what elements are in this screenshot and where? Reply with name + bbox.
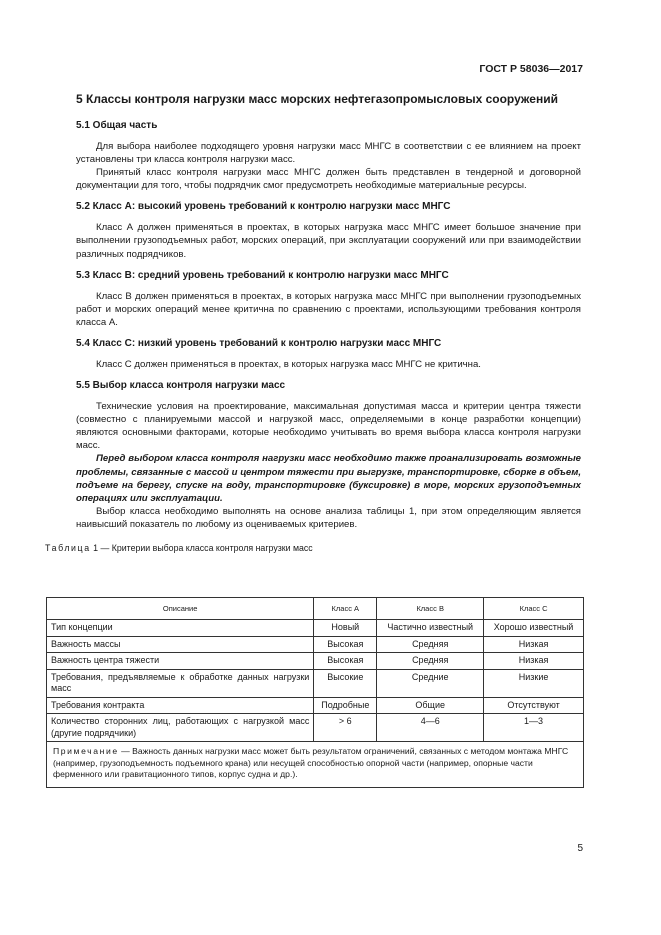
document-header: ГОСТ Р 58036—2017 xyxy=(479,63,583,75)
table-cell: Средняя xyxy=(377,636,484,653)
table-cell: Требования контракта xyxy=(47,697,314,714)
subsection-title-5-3: 5.3 Класс В: средний уровень требований к контролю нагрузки масс МНГС xyxy=(76,269,449,281)
table-row xyxy=(47,697,584,714)
table-header-row xyxy=(47,598,584,620)
paragraph: Принятый класс контроля нагрузки масс МНГС должен быть представлен в тендерной и договорной документации для того, чтобы подрядчик смог предусмотреть необходимые материальные ресурсы. xyxy=(76,167,581,192)
table-cell: Высокие xyxy=(314,669,377,697)
page-content xyxy=(45,91,581,563)
paragraph: Класс С должен применяться в проектах, в которых нагрузка масс МНГС не критична. xyxy=(96,358,481,370)
table-cell: Общие xyxy=(377,697,484,714)
table-cell: Количество сторонних лиц, работающих с нагрузкой масс (другие подрядчики) xyxy=(47,714,314,742)
paragraph: Выбор класса необходимо выполнять на основе анализа таблицы 1, при этом определяющим является наивысший показатель по любому из оцениваемых критериев. xyxy=(76,505,581,530)
criteria-table xyxy=(46,597,584,788)
subsection-title-5-5: 5.5 Выбор класса контроля нагрузки масс xyxy=(76,380,286,392)
paragraph: Класс А должен применяться в проектах, в которых нагрузка масс МНГС имеет большое значение при выполнении грузоподъемных работ, морских операций, при эксплуатации сооружений или при взаимодействии различных подрядчиков. xyxy=(76,222,581,260)
table-caption-text: 1 — Критерии выбора класса контроля нагрузки масс xyxy=(90,542,313,553)
table-header-cell: Класс А xyxy=(314,598,377,620)
table-cell: Требования, предъявляемые к обработке данных нагрузки масс xyxy=(47,669,314,697)
table-cell: Частично известный xyxy=(377,620,484,637)
subsection-title-5-4: 5.4 Класс С: низкий уровень требований к контролю нагрузки масс МНГС xyxy=(76,337,442,349)
table-cell: Низкие xyxy=(484,669,584,697)
table-cell: Важность массы xyxy=(47,636,314,653)
subsection-title-5-2: 5.2 Класс А: высокий уровень требований к контролю нагрузки масс МНГС xyxy=(76,201,451,213)
table-header-cell: Класс В xyxy=(377,598,484,620)
table-row xyxy=(47,636,584,653)
table-note-prefix: Примечание xyxy=(53,746,119,756)
table-cell: Высокая xyxy=(314,636,377,653)
table-note-row xyxy=(47,742,584,788)
table-header-cell: Описание xyxy=(47,598,314,620)
table-cell: Средняя xyxy=(377,653,484,670)
section-title: 5 Классы контроля нагрузки масс морских нефтегазопромысловых сооружений xyxy=(76,92,558,106)
table-cell: Высокая xyxy=(314,653,377,670)
table-note xyxy=(47,742,584,788)
table-cell: Хорошо известный xyxy=(484,620,584,637)
table-cell: Важность центра тяжести xyxy=(47,653,314,670)
paragraph: Класс В должен применяться в проектах, в которых нагрузка масс МНГС при выполнении грузоподъемных работ и морских операций менее критична по сравнению с проектами, использующими требования контроля класса А. xyxy=(76,290,581,328)
table-row xyxy=(47,714,584,742)
table-cell: Тип концепции xyxy=(47,620,314,637)
table-cell: Средние xyxy=(377,669,484,697)
page-number: 5 xyxy=(577,843,583,854)
table-caption-prefix: Таблица xyxy=(45,542,91,553)
table-cell: Низкая xyxy=(484,636,584,653)
subsection-title-5-1: 5.1 Общая часть xyxy=(76,120,158,131)
table-note-text: — Важность данных нагрузки масс может быть результатом ограничений, связанных с методом монтажа МНГС (например, грузоподъемность подъемного крана) или несущей способностью опорной части (например, опорные части ферменного или гравитационного типов, корпус судна и др.). xyxy=(53,746,569,779)
table-row xyxy=(47,653,584,670)
table-cell: Отсутствуют xyxy=(484,697,584,714)
table-cell: 4—6 xyxy=(377,714,484,742)
table-caption xyxy=(45,543,581,553)
table-row xyxy=(47,669,584,697)
table-cell: Новый xyxy=(314,620,377,637)
paragraph: Для выбора наиболее подходящего уровня нагрузки масс МНГС в соответствии с ее влиянием на проект установлены три класса контроля нагрузки масс. xyxy=(76,141,581,166)
table-header-cell: Класс С xyxy=(484,598,584,620)
paragraph: Технические условия на проектирование, максимальная допустимая масса и критерии центра тяжести (совместно с планируемыми массой и нагрузкой масс, определяемыми в конце разработки концепции) являются основными факторами, которые необходимо учитывать во время выбора класса контроля нагрузки масс. xyxy=(76,401,581,452)
table-cell: 1—3 xyxy=(484,714,584,742)
table-cell: Подробные xyxy=(314,697,377,714)
table-cell: > 6 xyxy=(314,714,377,742)
emphasis-paragraph: Перед выбором класса контроля нагрузки масс необходимо также проанализировать возможные проблемы, связанные с массой и центром тяжести при выгрузке, транспортировке, сборке в объем, подъеме на берегу, спуске на воду, транспортировке (буксировке) в море, морских грузоподъемных операциях или эксплуатации. xyxy=(76,453,581,504)
table-row xyxy=(47,620,584,637)
table-cell: Низкая xyxy=(484,653,584,670)
